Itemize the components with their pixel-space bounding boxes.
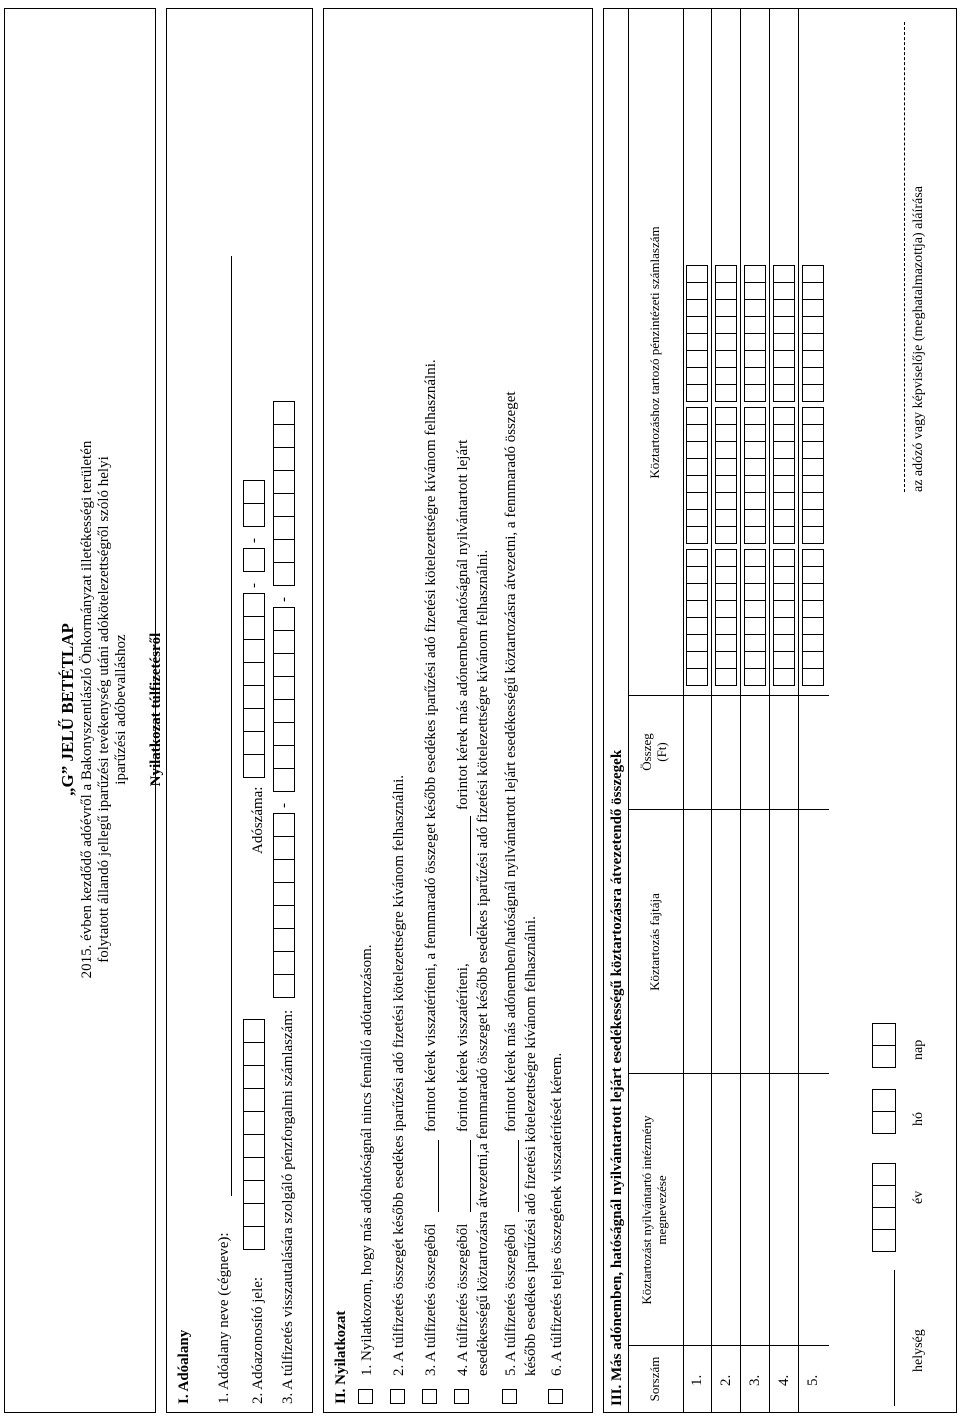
- input-cell[interactable]: [715, 492, 737, 510]
- input-cell[interactable]: [715, 316, 737, 334]
- input-cell[interactable]: [773, 458, 795, 476]
- input-cell[interactable]: [715, 475, 737, 493]
- input-cell[interactable]: [686, 549, 708, 567]
- input-cell[interactable]: [744, 299, 766, 317]
- input-cell[interactable]: [686, 282, 708, 300]
- input-cell[interactable]: [802, 350, 824, 368]
- table-row: [799, 9, 828, 1412]
- input-cell[interactable]: [243, 503, 265, 527]
- input-cell[interactable]: [872, 1229, 896, 1252]
- input-cell[interactable]: [273, 813, 295, 837]
- form-subtitle: Nyilatkozat túlfizetésről: [148, 632, 164, 787]
- declaration-item-4-tail1: forintot kérek visszatéríteni,: [455, 963, 471, 1132]
- section-declaration: [323, 8, 593, 1413]
- input-cell[interactable]: [243, 1065, 265, 1089]
- input-cell[interactable]: [686, 509, 708, 527]
- input-cell[interactable]: [273, 447, 295, 471]
- input-cell[interactable]: [686, 407, 708, 425]
- input-cell[interactable]: [273, 516, 295, 540]
- input-cell[interactable]: [686, 458, 708, 476]
- input-cell[interactable]: [802, 316, 824, 334]
- input-cell[interactable]: [802, 549, 824, 567]
- table-row: [683, 9, 712, 1412]
- input-cell[interactable]: [686, 634, 708, 652]
- row-index: 3.: [747, 1374, 763, 1386]
- input-cell[interactable]: [773, 475, 795, 493]
- input-cell[interactable]: [802, 668, 824, 686]
- input-cell[interactable]: [243, 685, 265, 709]
- input-cell[interactable]: [802, 441, 824, 459]
- input-cell[interactable]: [773, 509, 795, 527]
- input-cell[interactable]: [872, 1045, 896, 1068]
- input-cell[interactable]: [773, 600, 795, 618]
- input-cell[interactable]: [273, 745, 295, 769]
- input-cell[interactable]: [715, 441, 737, 459]
- day-label: nap: [911, 1039, 926, 1060]
- input-cell[interactable]: [715, 424, 737, 442]
- input-cell[interactable]: [744, 492, 766, 510]
- intro-line: 2015. évben kezdődő adóévről a Bakonyszentlászló Önkormányzat illetékességi területén: [79, 440, 95, 979]
- separator-dash: -: [246, 538, 262, 543]
- declaration-checkbox-4[interactable]: [454, 1389, 469, 1404]
- col-header-index: Sorszám: [647, 1356, 662, 1402]
- input-cell[interactable]: [744, 458, 766, 476]
- intro-line: iparűzési adóbevalláshoz: [113, 634, 129, 785]
- declaration-checkbox-5[interactable]: [502, 1389, 517, 1404]
- table-row: [770, 9, 799, 1412]
- input-cell[interactable]: [243, 1111, 265, 1135]
- input-cell[interactable]: [715, 265, 737, 283]
- input-cell[interactable]: [802, 299, 824, 317]
- input-cell[interactable]: [744, 566, 766, 584]
- input-cell[interactable]: [686, 367, 708, 385]
- input-cell[interactable]: [773, 651, 795, 669]
- name-field[interactable]: [231, 256, 232, 1196]
- input-cell[interactable]: [802, 458, 824, 476]
- input-cell[interactable]: [802, 367, 824, 385]
- input-cell[interactable]: [715, 651, 737, 669]
- input-cell[interactable]: [744, 600, 766, 618]
- input-cell[interactable]: [802, 634, 824, 652]
- input-cell[interactable]: [715, 634, 737, 652]
- input-cell[interactable]: [744, 509, 766, 527]
- input-cell[interactable]: [273, 699, 295, 723]
- input-cell[interactable]: [273, 653, 295, 677]
- input-cell[interactable]: [773, 441, 795, 459]
- input-cell[interactable]: [773, 333, 795, 351]
- input-cell[interactable]: [744, 265, 766, 283]
- signature-label: az adózó vagy képviselője (meghatalmazottja) aláírása: [911, 186, 926, 492]
- input-cell[interactable]: [802, 475, 824, 493]
- separator-dash: -: [276, 597, 292, 602]
- input-cell[interactable]: [773, 316, 795, 334]
- input-cell[interactable]: [715, 566, 737, 584]
- declaration-item-5-line2: később esedékes iparűzési adó fizetési kötelezettségre kívánom felhasználni.: [523, 916, 539, 1376]
- input-cell[interactable]: [273, 836, 295, 860]
- input-cell[interactable]: [273, 859, 295, 883]
- input-cell[interactable]: [273, 562, 295, 586]
- tax-id-label: 2. Adóazonosító jele:: [250, 1276, 266, 1404]
- input-cell[interactable]: [773, 384, 795, 402]
- input-cell[interactable]: [773, 424, 795, 442]
- section1-heading: I. Adóalany: [176, 1329, 192, 1404]
- declaration-checkbox-2[interactable]: [390, 1389, 405, 1404]
- input-cell[interactable]: [773, 583, 795, 601]
- input-cell[interactable]: [744, 475, 766, 493]
- input-cell[interactable]: [744, 617, 766, 635]
- row-index: 1.: [689, 1374, 705, 1386]
- declaration-item-3-tail: forintot kérek visszatéríteni, a fennmaradó összeget később esedékes iparűzési adó fizetési kötelezettségre kívánom felhasználni.: [423, 359, 439, 1132]
- declaration-checkbox-3[interactable]: [422, 1389, 437, 1404]
- input-cell[interactable]: [715, 350, 737, 368]
- input-cell[interactable]: [802, 617, 824, 635]
- input-cell[interactable]: [744, 367, 766, 385]
- table-row: [741, 9, 770, 1412]
- input-cell[interactable]: [273, 974, 295, 998]
- input-cell[interactable]: [715, 333, 737, 351]
- section2-heading: II. Nyilatkozat: [333, 1310, 349, 1404]
- input-cell[interactable]: [744, 316, 766, 334]
- input-cell[interactable]: [872, 1185, 896, 1208]
- input-cell[interactable]: [744, 384, 766, 402]
- input-cell[interactable]: [802, 333, 824, 351]
- input-cell[interactable]: [273, 676, 295, 700]
- input-cell[interactable]: [686, 350, 708, 368]
- input-cell[interactable]: [744, 583, 766, 601]
- signature-line[interactable]: [904, 22, 905, 492]
- input-cell[interactable]: [802, 384, 824, 402]
- input-cell[interactable]: [243, 1157, 265, 1181]
- input-cell[interactable]: [715, 458, 737, 476]
- input-cell[interactable]: [273, 424, 295, 448]
- amount-field-4b[interactable]: [470, 816, 471, 936]
- declaration-item-1: 1. Nyilatkozom, hogy más adóhatóságnál nincs fennálló adótartozásom.: [359, 944, 375, 1376]
- input-cell[interactable]: [773, 299, 795, 317]
- input-cell[interactable]: [872, 1163, 896, 1186]
- input-cell[interactable]: [715, 367, 737, 385]
- input-cell[interactable]: [715, 600, 737, 618]
- input-cell[interactable]: [686, 299, 708, 317]
- input-cell[interactable]: [715, 509, 737, 527]
- input-cell[interactable]: [744, 668, 766, 686]
- input-cell[interactable]: [686, 668, 708, 686]
- month-label: hó: [911, 1112, 926, 1126]
- input-cell[interactable]: [744, 441, 766, 459]
- input-cell[interactable]: [715, 549, 737, 567]
- input-cell[interactable]: [273, 722, 295, 746]
- input-cell[interactable]: [273, 493, 295, 517]
- input-cell[interactable]: [802, 566, 824, 584]
- row-index: 2.: [718, 1374, 734, 1386]
- input-cell[interactable]: [243, 1088, 265, 1112]
- row-index: 5.: [805, 1374, 821, 1386]
- input-cell[interactable]: [686, 441, 708, 459]
- input-cell[interactable]: [773, 566, 795, 584]
- declaration-item-2: 2. A túlfizetés összegét később esedékes iparűzési adó fizetési kötelezettségre kívánom felhasználni.: [391, 774, 407, 1376]
- input-cell[interactable]: [686, 475, 708, 493]
- separator-dash: -: [246, 583, 262, 588]
- separator-dash: -: [276, 803, 292, 808]
- declaration-checkbox-1[interactable]: [358, 1389, 373, 1404]
- input-cell[interactable]: [243, 616, 265, 640]
- col-header-amount: Összeg (Ft): [639, 733, 669, 771]
- declaration-item-3: 3. A túlfizetés összegéből: [423, 1223, 439, 1376]
- declaration-item-4-tail2: forintot kérek más adónemben/hatóságnál nyilvántartott lejárt: [455, 439, 471, 810]
- amount-field-5[interactable]: [518, 1140, 519, 1212]
- input-cell[interactable]: [802, 407, 824, 425]
- input-cell[interactable]: [715, 299, 737, 317]
- input-cell[interactable]: [686, 617, 708, 635]
- input-cell[interactable]: [802, 651, 824, 669]
- year-label: év: [911, 1190, 926, 1204]
- header-section: [4, 8, 164, 1413]
- place-label: helység: [911, 1329, 926, 1372]
- input-cell[interactable]: [715, 668, 737, 686]
- input-cell[interactable]: [744, 526, 766, 544]
- bank-account-label: 3. A túlfizetés visszautalására szolgáló pénzforgalmi számlaszám:: [280, 1009, 296, 1404]
- input-cell[interactable]: [243, 639, 265, 663]
- input-cell[interactable]: [686, 384, 708, 402]
- input-cell[interactable]: [715, 384, 737, 402]
- input-cell[interactable]: [243, 480, 265, 504]
- input-cell[interactable]: [686, 651, 708, 669]
- input-cell[interactable]: [744, 282, 766, 300]
- input-cell[interactable]: [273, 928, 295, 952]
- input-cell[interactable]: [273, 607, 295, 631]
- input-cell[interactable]: [715, 617, 737, 635]
- input-cell[interactable]: [872, 1111, 896, 1134]
- input-cell[interactable]: [744, 634, 766, 652]
- input-cell[interactable]: [686, 526, 708, 544]
- input-cell[interactable]: [773, 282, 795, 300]
- input-cell[interactable]: [773, 549, 795, 567]
- row-index: 4.: [776, 1374, 792, 1386]
- input-cell[interactable]: [243, 1019, 265, 1043]
- input-cell[interactable]: [243, 1134, 265, 1158]
- input-cell[interactable]: [273, 882, 295, 906]
- input-cell[interactable]: [243, 593, 265, 617]
- tax-number-label: Adószáma:: [250, 786, 266, 854]
- input-cell[interactable]: [744, 651, 766, 669]
- form-title: „G” JELŰ BETÉTLAP: [58, 623, 77, 796]
- input-cell[interactable]: [773, 367, 795, 385]
- input-cell[interactable]: [773, 634, 795, 652]
- declaration-checkbox-6[interactable]: [548, 1389, 563, 1404]
- intro-line: folytatott állandó jellegű iparűzési tevékenység utáni adókötelezettségről szóló helyi: [96, 456, 112, 963]
- transfers-table: [628, 9, 828, 1412]
- input-cell[interactable]: [744, 350, 766, 368]
- input-cell[interactable]: [802, 600, 824, 618]
- col-header-institution: Köztartozást nyilvántartó intézmény megnevezése: [639, 1115, 669, 1305]
- place-field[interactable]: [894, 1270, 895, 1406]
- input-cell[interactable]: [773, 350, 795, 368]
- amount-field-4a[interactable]: [470, 1140, 471, 1212]
- amount-field-3[interactable]: [438, 1140, 439, 1212]
- input-cell[interactable]: [872, 1023, 896, 1046]
- input-cell[interactable]: [243, 731, 265, 755]
- input-cell[interactable]: [243, 1226, 265, 1250]
- input-cell[interactable]: [744, 407, 766, 425]
- input-cell[interactable]: [802, 265, 824, 283]
- input-cell[interactable]: [802, 492, 824, 510]
- declaration-item-4-line2: esedékességű köztartozásra átvezetni,a fennmaradó összeget később esedékes iparűzési adó fizetési kötelezettségre kívánom felhasználni.: [475, 549, 491, 1376]
- input-cell[interactable]: [773, 526, 795, 544]
- input-cell[interactable]: [773, 617, 795, 635]
- input-cell[interactable]: [686, 265, 708, 283]
- input-cell[interactable]: [243, 1203, 265, 1227]
- input-cell[interactable]: [273, 470, 295, 494]
- input-cell[interactable]: [243, 1042, 265, 1066]
- input-cell[interactable]: [273, 905, 295, 929]
- input-cell[interactable]: [773, 265, 795, 283]
- input-cell[interactable]: [243, 708, 265, 732]
- name-label: 1. Adóalany neve (cégneve):: [216, 1232, 232, 1404]
- input-cell[interactable]: [773, 492, 795, 510]
- input-cell[interactable]: [744, 424, 766, 442]
- form-intro: [79, 7, 130, 1412]
- section3-heading: III. Más adónemben, hatóságnál nyilvántartott lejárt esedékességű köztartozásra átvezetendő összegek: [609, 749, 625, 1406]
- input-cell[interactable]: [802, 526, 824, 544]
- section-taxpayer: [166, 8, 313, 1413]
- col-header-account: Köztartozáshoz tartozó pénzintézeti számlaszám: [647, 226, 662, 479]
- input-cell[interactable]: [744, 333, 766, 351]
- input-cell[interactable]: [243, 754, 265, 778]
- input-cell[interactable]: [243, 1180, 265, 1204]
- input-cell[interactable]: [802, 509, 824, 527]
- input-cell[interactable]: [243, 548, 265, 572]
- input-cell[interactable]: [773, 407, 795, 425]
- input-cell[interactable]: [686, 424, 708, 442]
- input-cell[interactable]: [802, 282, 824, 300]
- input-cell[interactable]: [686, 600, 708, 618]
- input-cell[interactable]: [802, 583, 824, 601]
- input-cell[interactable]: [872, 1089, 896, 1112]
- input-cell[interactable]: [872, 1207, 896, 1230]
- declaration-item-5: 5. A túlfizetés összegéből: [503, 1223, 519, 1376]
- input-cell[interactable]: [715, 583, 737, 601]
- input-cell[interactable]: [715, 282, 737, 300]
- input-cell[interactable]: [243, 662, 265, 686]
- input-cell[interactable]: [686, 566, 708, 584]
- input-cell[interactable]: [273, 630, 295, 654]
- declaration-item-5-tail: forintot kérek más adónemben/hatóságnál nyilvántartott lejárt esedékességű köztartozásra átvezetni, a fennmaradó összeget: [503, 391, 519, 1132]
- input-cell[interactable]: [273, 951, 295, 975]
- input-cell[interactable]: [686, 492, 708, 510]
- declaration-item-4: 4. A túlfizetés összegéből: [455, 1223, 471, 1376]
- input-cell[interactable]: [686, 583, 708, 601]
- input-cell[interactable]: [744, 549, 766, 567]
- input-cell[interactable]: [686, 333, 708, 351]
- input-cell[interactable]: [273, 401, 295, 425]
- input-cell[interactable]: [773, 668, 795, 686]
- input-cell[interactable]: [802, 424, 824, 442]
- input-cell[interactable]: [686, 316, 708, 334]
- table-row: [712, 9, 741, 1412]
- input-cell[interactable]: [273, 768, 295, 792]
- declaration-item-6: 6. A túlfizetés teljes összegének visszatérítését kérem.: [549, 1052, 565, 1376]
- col-header-type: Köztartozás fajtája: [647, 893, 662, 991]
- input-cell[interactable]: [273, 539, 295, 563]
- input-cell[interactable]: [715, 407, 737, 425]
- input-cell[interactable]: [715, 526, 737, 544]
- section-transfers: [603, 8, 957, 1413]
